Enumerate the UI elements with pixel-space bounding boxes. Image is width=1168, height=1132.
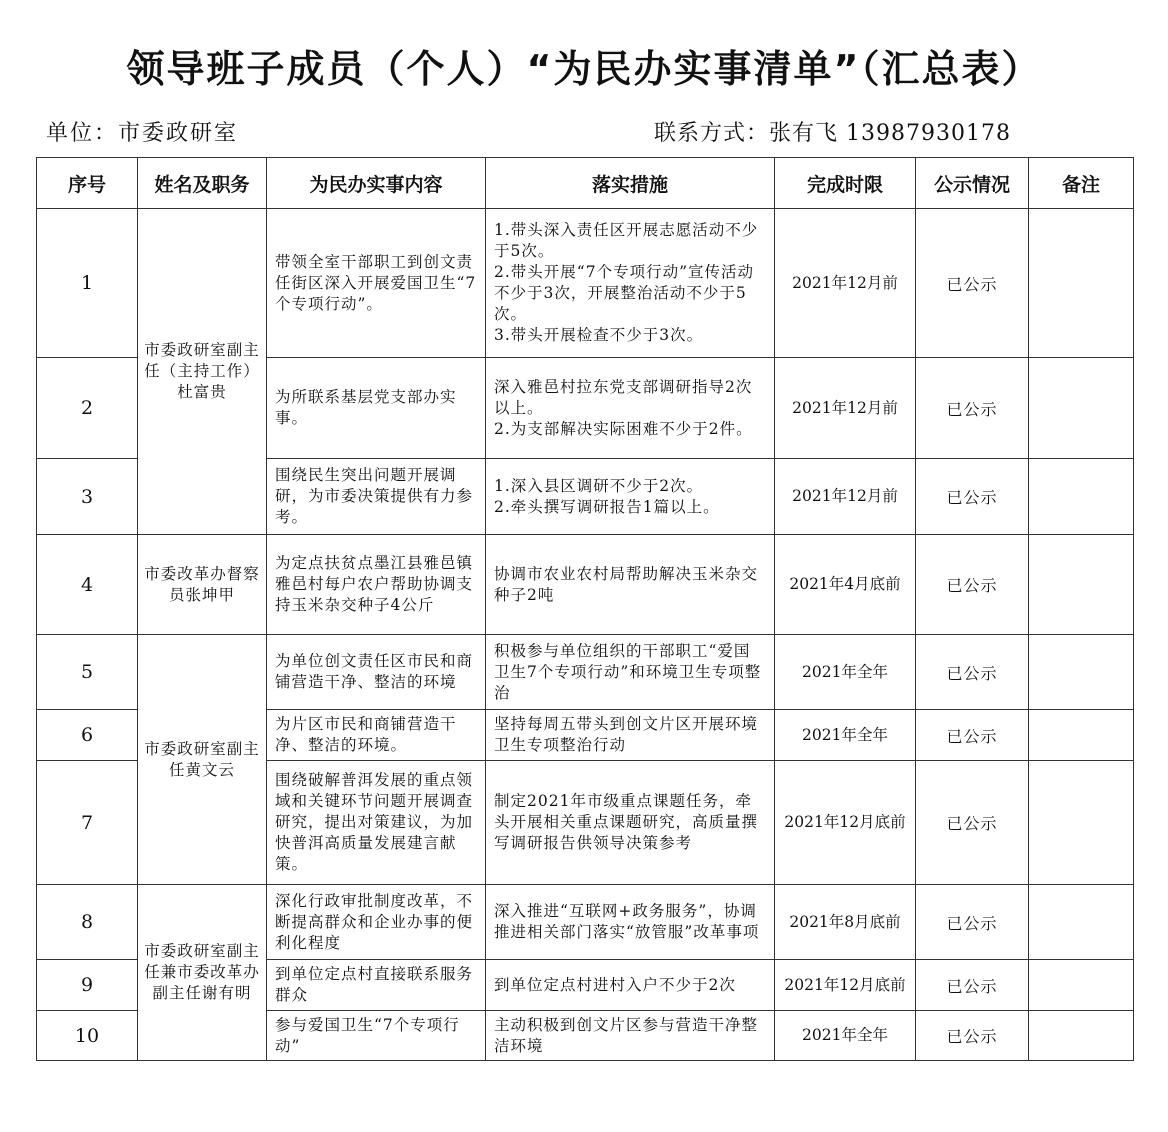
row-publicity: 已公示 [916,710,1029,761]
measure-line: 坚持每周五带头到创文片区开展环境卫生专项整治行动 [494,715,759,754]
row-content: 到单位定点村直接联系服务群众 [267,960,486,1011]
header-measure: 落实措施 [486,158,775,209]
row-deadline: 2021年4月底前 [775,535,916,635]
table-header-row [37,158,1134,209]
row-index: 4 [37,535,138,635]
person-cell: 市委政研室副主任（主持工作）杜富贵 [138,209,267,535]
row-content: 为所联系基层党支部办实事。 [267,358,486,459]
row-measure [486,710,775,761]
measure-line: 2.带头开展“7个专项行动”宣传活动不少于3次，开展整治活动不少于5次。 [494,263,754,323]
row-measure [486,885,775,960]
header-deadline: 完成时限 [775,158,916,209]
row-measure [486,209,775,358]
measure-line: 协调市农业农村局帮助解决玉米杂交种子2吨 [494,564,759,604]
header-publicity: 公示情况 [916,158,1029,209]
row-publicity: 已公示 [916,635,1029,710]
row-deadline: 2021年12月前 [775,358,916,459]
row-index: 3 [37,459,138,535]
page-title: 领导班子成员（个人）“为民办实事清单”（汇总表） [126,47,1042,91]
row-note [1029,1011,1134,1061]
row-index: 10 [37,1011,138,1061]
row-content: 围绕民生突出问题开展调研，为市委决策提供有力参考。 [267,459,486,535]
person-cell: 市委改革办督察员张坤甲 [138,535,267,635]
measure-line: 3.带头开展检查不少于3次。 [494,326,704,344]
row-measure [486,535,775,635]
measure-line: 2.为支部解决实际困难不少于2件。 [494,419,753,438]
row-index: 1 [37,209,138,358]
row-index: 2 [37,358,138,459]
measure-line: 积极参与单位组织的干部职工“爱国卫生7个专项行动”和环境卫生专项整治 [494,641,762,702]
row-index: 7 [37,761,138,885]
person-cell: 市委政研室副主任黄文云 [138,635,267,885]
row-publicity: 已公示 [916,459,1029,535]
row-index: 8 [37,885,138,960]
row-content: 为片区市民和商铺营造干净、整洁的环境。 [267,710,486,761]
table-row [37,635,1134,710]
row-note [1029,459,1134,535]
table-row [37,535,1134,635]
row-publicity: 已公示 [916,761,1029,885]
row-deadline: 2021年8月底前 [775,885,916,960]
row-content: 为定点扶贫点墨江县雅邑镇雅邑村每户农户帮助协调支持玉米杂交种子4公斤 [267,535,486,635]
measure-line: 制定2021年市级重点课题任务，牵头开展相关重点课题研究，高质量撰写调研报告供领导决策参考 [494,792,759,852]
measure-line: 主动积极到创文片区参与营造干净整洁环境 [494,1015,759,1055]
measure-line: 深入推进“互联网+政务服务”，协调推进相关部门落实“放管服”改革事项 [494,902,760,941]
row-note [1029,960,1134,1011]
row-note [1029,885,1134,960]
contact-label: 联系方式：张有飞 13987930178 [654,121,1011,146]
row-deadline: 2021年全年 [775,635,916,710]
row-deadline: 2021年12月前 [775,209,916,358]
row-deadline: 2021年12月前 [775,459,916,535]
measure-line: 2.牵头撰写调研报告1篇以上。 [494,497,720,516]
row-note [1029,358,1134,459]
row-content: 深化行政审批制度改革，不断提高群众和企业办事的便利化程度 [267,885,486,960]
measure-line: 1.带头深入责任区开展志愿活动不少于5次。 [494,221,759,260]
row-index: 6 [37,710,138,761]
row-publicity: 已公示 [916,885,1029,960]
measure-line: 深入雅邑村拉东党支部调研指导2次以上。 [494,377,753,417]
row-note [1029,535,1134,635]
row-measure [486,635,775,710]
row-index: 9 [37,960,138,1011]
table-row [37,885,1134,960]
row-measure [486,1011,775,1061]
row-note [1029,761,1134,885]
unit-label: 单位：市委政研室 [46,121,239,146]
measure-line: 1.深入县区调研不少于2次。 [494,476,704,495]
row-content: 带领全室干部职工到创文责任街区深入开展爱国卫生“7个专项行动”。 [267,209,486,358]
row-deadline: 2021年全年 [775,1011,916,1061]
row-measure [486,960,775,1011]
row-deadline: 2021年全年 [775,710,916,761]
row-note [1029,710,1134,761]
row-publicity: 已公示 [916,535,1029,635]
row-content: 参与爱国卫生“7个专项行动” [267,1011,486,1061]
row-index: 5 [37,635,138,710]
row-note [1029,209,1134,358]
row-deadline: 2021年12月底前 [775,761,916,885]
row-measure [486,358,775,459]
header-name: 姓名及职务 [138,158,267,209]
row-publicity: 已公示 [916,209,1029,358]
summary-table [36,157,1134,1061]
row-deadline: 2021年12月底前 [775,960,916,1011]
row-publicity: 已公示 [916,1011,1029,1061]
row-publicity: 已公示 [916,358,1029,459]
header-index: 序号 [37,158,138,209]
person-cell: 市委政研室副主任兼市委改革办副主任谢有明 [138,885,267,1061]
header-content: 为民办实事内容 [267,158,486,209]
row-publicity: 已公示 [916,960,1029,1011]
row-measure [486,761,775,885]
measure-line: 到单位定点村进村入户不少于2次 [494,975,736,994]
row-measure [486,459,775,535]
row-note [1029,635,1134,710]
header-note: 备注 [1029,158,1134,209]
table-row [37,209,1134,358]
row-content: 围绕破解普洱发展的重点领域和关键环节问题开展调查研究，提出对策建议，为加快普洱高质量发展建言献策。 [267,761,486,885]
row-content: 为单位创文责任区市民和商铺营造干净、整洁的环境 [267,635,486,710]
